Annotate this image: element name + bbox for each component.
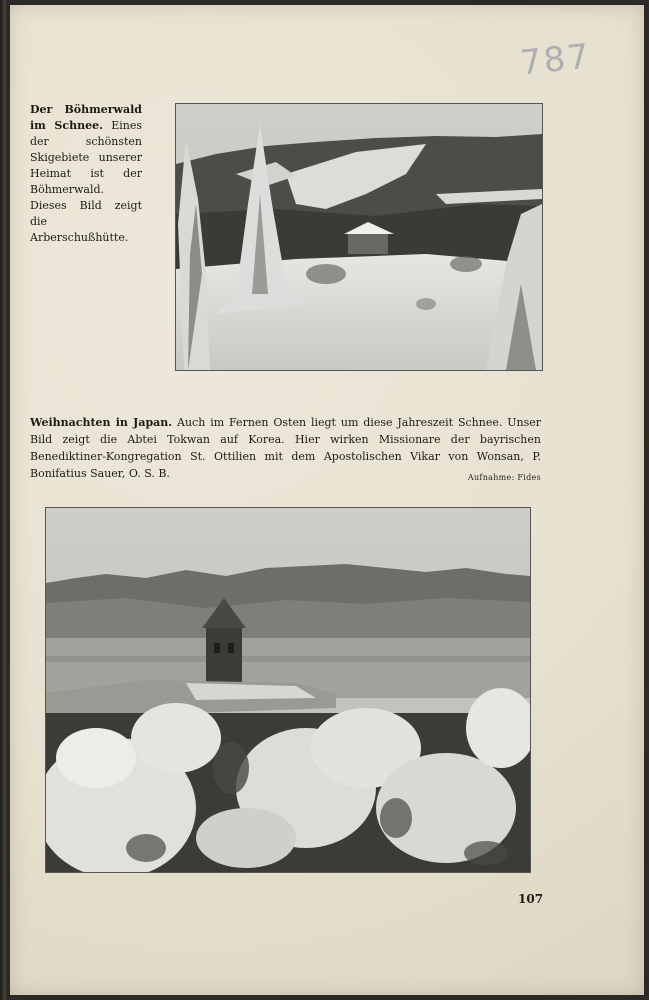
caption-weihnachten-body: Auch im Fernen Osten liegt um diese Jahreszeit Schnee. Unser Bild zeigt die Abtei Tokwan auf Korea. Hier wirken Missionare der bayrischen Benediktiner-Kongregation St. Ottilien mit dem Apostolischen Vikar von Wonsan, P. Bonifatius Sauer, O. S. B. (30, 416, 542, 480)
photo-boehmerwald-snow (175, 103, 543, 371)
photo-credit: Aufnahme: Fides (467, 473, 541, 482)
caption-boehmerwald-body: Eines der schönsten Skigebiete unserer Heimat ist der Böhmerwald. Dieses Bild zeigt die Arberschußhütte. (30, 119, 142, 244)
book-spine (0, 0, 6, 1000)
caption-weihnachten-japan (30, 414, 541, 482)
handwritten-page-note: 787 (518, 36, 593, 84)
caption-boehmerwald-title: Der Böhmerwald im Schnee. (30, 103, 142, 132)
caption-boehmerwald (30, 102, 142, 246)
caption-weihnachten-title: Weihnachten in Japan. (30, 416, 173, 429)
page-number: 107 (518, 892, 544, 906)
photo-abbey-tokwan (45, 507, 531, 873)
